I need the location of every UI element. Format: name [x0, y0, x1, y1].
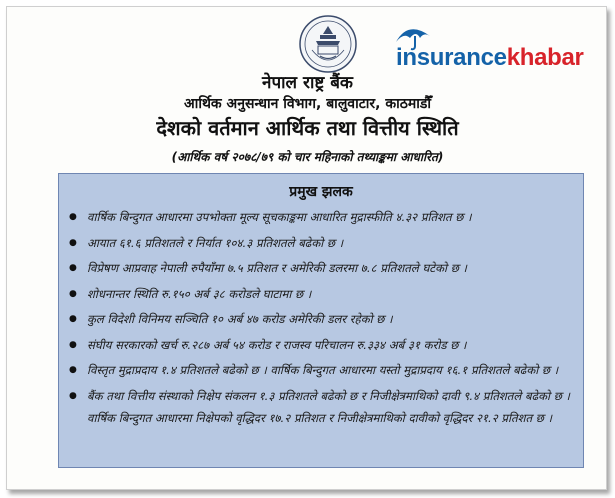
department-line: आर्थिक अनुसन्धान विभाग, बालुवाटार, काठमाडौँ: [184, 96, 431, 112]
page-title: देशको वर्तमान आर्थिक तथा वित्तीय स्थिति: [156, 116, 459, 140]
list-item: ● विप्रेषण आप्रवाह नेपाली रुपैयाँमा ७.५ प्रतिशत र अमेरिकी डलरमा ७.८ प्रतिशतले घटेको छ ।: [69, 257, 574, 279]
list-item: ● विस्तृत मुद्राप्रदाय १.४ प्रतिशतले बढेको छ । वार्षिक बिन्दुगत आधारमा यस्तो मुद्राप्रदाय १६.१ प्रतिशतले बढेको छ ।: [69, 359, 574, 381]
list-item: ● आयात ६१.६ प्रतिशतले र निर्यात १०४.३ प्रतिशतले बढेको छ ।: [69, 232, 574, 254]
list-item: ● संघीय सरकारको खर्च रु.२८७ अर्ब ५४ करोड र राजस्व परिचालन रु.३३४ अर्ब ३१ करोड छ ।: [69, 334, 574, 356]
insurancekhabar-logo: insurancekhabar: [396, 44, 584, 71]
bank-name: नेपाल राष्ट्र बैंक: [262, 73, 353, 93]
nepal-rastra-bank-emblem-icon: [298, 14, 358, 74]
highlights-panel: [58, 173, 584, 468]
list-item: ● शोधनान्तर स्थिति रु.१५० अर्ब ३८ करोडले घाटामा छ ।: [69, 283, 574, 305]
page-subtitle: (आर्थिक वर्ष २०७८/७९ को चार महिनाको तथ्याङ्कमा आधारित): [171, 150, 444, 164]
list-item: ● कुल विदेशी विनिमय सञ्चिति १० अर्ब ४७ करोड अमेरिकी डलर रहेको छ ।: [69, 308, 574, 330]
highlights-title: प्रमुख झलक: [289, 184, 353, 200]
list-item: ● बैंक तथा वित्तीय संस्थाको निक्षेप संकलन १.३ प्रतिशतले बढेको छ र निजीक्षेत्रमाथिको दावी ९.४ प्रतिशतले बढेको छ । वार्षिक बिन्दुगत आधारमा निक्षेपको वृद्धिदर १७.२ प्रतिशत र निजीक्षेत्रमाथिको दावीको वृद्धिदर २१.२ प्रतिशत छ ।: [69, 385, 574, 429]
list-item: ● वार्षिक बिन्दुगत आधारमा उपभोक्ता मूल्य सूचकाङ्कमा आधारित मुद्रास्फीति ४.३२ प्रतिशत छ ।: [69, 206, 574, 228]
highlights-list: [69, 206, 574, 432]
